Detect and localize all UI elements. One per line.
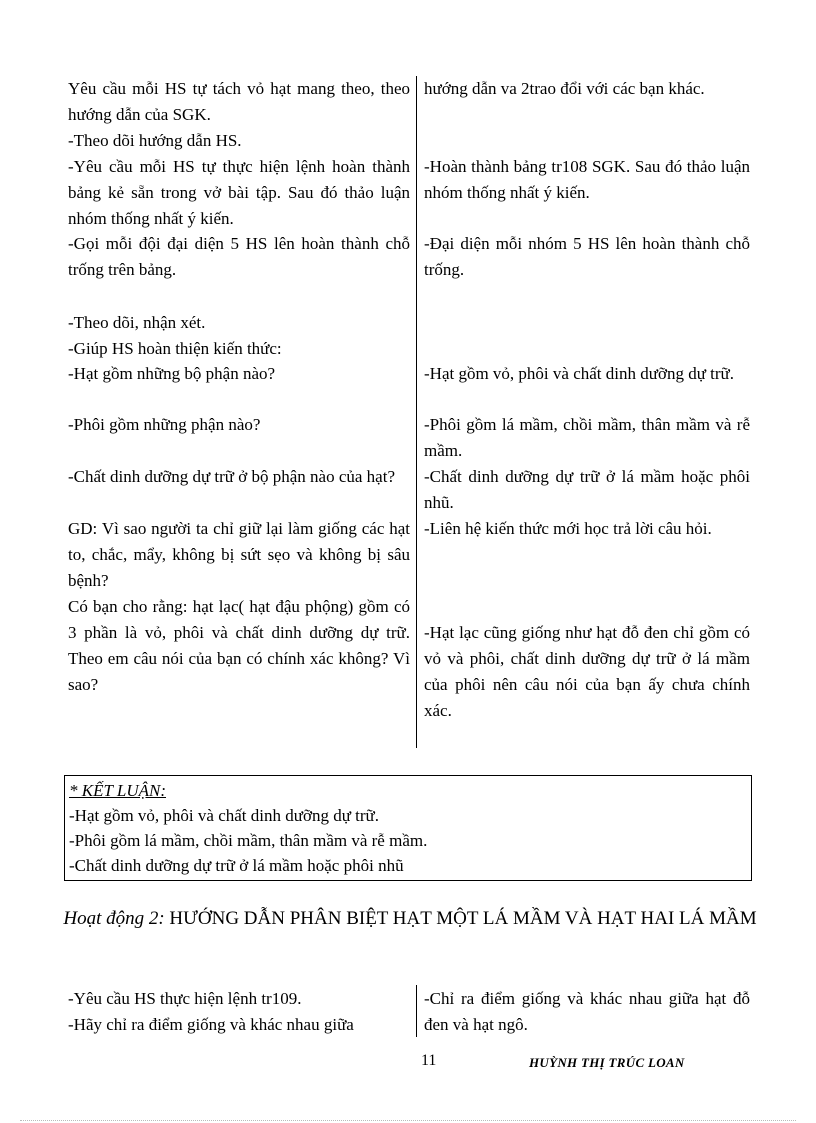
table1-row2-left (68, 154, 410, 232)
teacher-text: -Theo dõi, nhận xét. (68, 313, 206, 332)
teacher-text: Có bạn cho rằng: hạt lạc( hạt đậu phộng) gồm có 3 phần là vỏ, phôi và chất dinh dưỡng dự trữ. Theo em câu nói của bạn có chính xác không? Vì sao? (68, 597, 410, 694)
student-text: -Chỉ ra điểm giống và khác nhau giữa hạt đỗ đen và hạt ngô. (424, 989, 750, 1034)
activity2-title: HƯỚNG DẪN PHÂN BIỆT HẠT MỘT LÁ MẦM VÀ HẠT HAI LÁ MẦM (169, 908, 757, 929)
teacher-text: -Chất dinh dưỡng dự trữ ở bộ phận nào của hạt? (68, 467, 395, 486)
table1-row9-right (424, 620, 750, 724)
table1-row6-left (68, 412, 410, 438)
table1-row4-left (68, 310, 410, 362)
conclusion-line: -Hạt gồm vỏ, phôi và chất dinh dưỡng dự trữ. (69, 806, 380, 825)
teacher-text: -Hãy chỉ ra điểm giống và khác nhau giữa (68, 1015, 354, 1034)
page-number: 11 (421, 1052, 437, 1069)
table1-row1-left (68, 76, 410, 154)
teacher-text: GD: Vì sao người ta chỉ giữ lại làm giống các hạt to, chắc, mẩy, không bị sứt sẹo và không bị sâu bệnh? (68, 519, 410, 590)
student-text: -Hoàn thành bảng tr108 SGK. Sau đó thảo luận nhóm thống nhất ý kiến. (424, 157, 750, 202)
table2-divider (416, 985, 417, 1037)
conclusion-line: -Phôi gồm lá mầm, chồi mầm, thân mầm và rễ mầm. (69, 831, 428, 850)
student-text: -Phôi gồm lá mầm, chồi mầm, thân mầm và rễ mầm. (424, 415, 750, 460)
table2-right (424, 986, 750, 1038)
conclusion-box (64, 775, 752, 881)
table1-row8-left (68, 516, 410, 594)
teacher-text: -Yêu cầu mỗi HS tự thực hiện lệnh hoàn thành bảng kẻ sẵn trong vở bài tập. Sau đó thảo luận nhóm thống nhất ý kiến. (68, 157, 410, 228)
teacher-text: -Phôi gồm những phận nào? (68, 415, 261, 434)
student-text: -Hạt gồm vỏ, phôi và chất dinh dưỡng dự trữ. (424, 364, 735, 383)
teacher-text: -Theo dõi hướng dẫn HS. (68, 131, 242, 150)
activity2-prefix: Hoạt động 2: (63, 908, 165, 929)
table1-row3-left (68, 231, 410, 283)
table1-row3-right (424, 231, 750, 283)
conclusion-line: -Chất dinh dưỡng dự trữ ở lá mầm hoặc phôi nhũ (69, 856, 404, 875)
table1-row5-right (424, 361, 750, 387)
teacher-text: -Giúp HS hoàn thiện kiến thức: (68, 339, 282, 358)
student-text: -Hạt lạc cũng giống như hạt đỗ đen chỉ gồm có vỏ và phôi, chất dinh dưỡng dự trữ ở lá mầm của phôi nên câu nói của bạn ấy chưa chính xác. (424, 623, 750, 720)
teacher-text: -Gọi mỗi đội đại diện 5 HS lên hoàn thành chỗ trống trên bảng. (68, 234, 410, 279)
table1-row9-left (68, 594, 410, 698)
table1-row6-right (424, 412, 750, 464)
author-name: HUỲNH THỊ TRÚC LOAN (529, 1055, 685, 1070)
table2-left (68, 986, 410, 1038)
table1-row5-left (68, 361, 410, 387)
student-text: -Chất dinh dưỡng dự trữ ở lá mầm hoặc phôi nhũ. (424, 467, 750, 512)
table1-divider (416, 76, 417, 748)
table1-row1-right (424, 76, 750, 102)
table1-row7-left (68, 464, 410, 490)
table1-row2-right (424, 154, 750, 206)
conclusion-title: * KẾT LUẬN: (69, 781, 166, 800)
table1-row7-right (424, 464, 750, 516)
student-text: hướng dẫn va 2trao đổi với các bạn khác. (424, 79, 705, 98)
student-text: -Liên hệ kiến thức mới học trả lời câu hỏi. (424, 519, 712, 538)
page-bottom-divider (20, 1120, 796, 1121)
student-text: -Đại diện mỗi nhóm 5 HS lên hoàn thành chỗ trống. (424, 234, 750, 279)
table1-row8-right (424, 516, 750, 542)
teacher-text: -Yêu cầu HS thực hiện lệnh tr109. (68, 989, 302, 1008)
activity2-heading (60, 905, 760, 933)
teacher-text: -Hạt gồm những bộ phận nào? (68, 364, 276, 383)
teacher-text: Yêu cầu mỗi HS tự tách vỏ hạt mang theo, theo hướng dẫn của SGK. (68, 79, 410, 124)
